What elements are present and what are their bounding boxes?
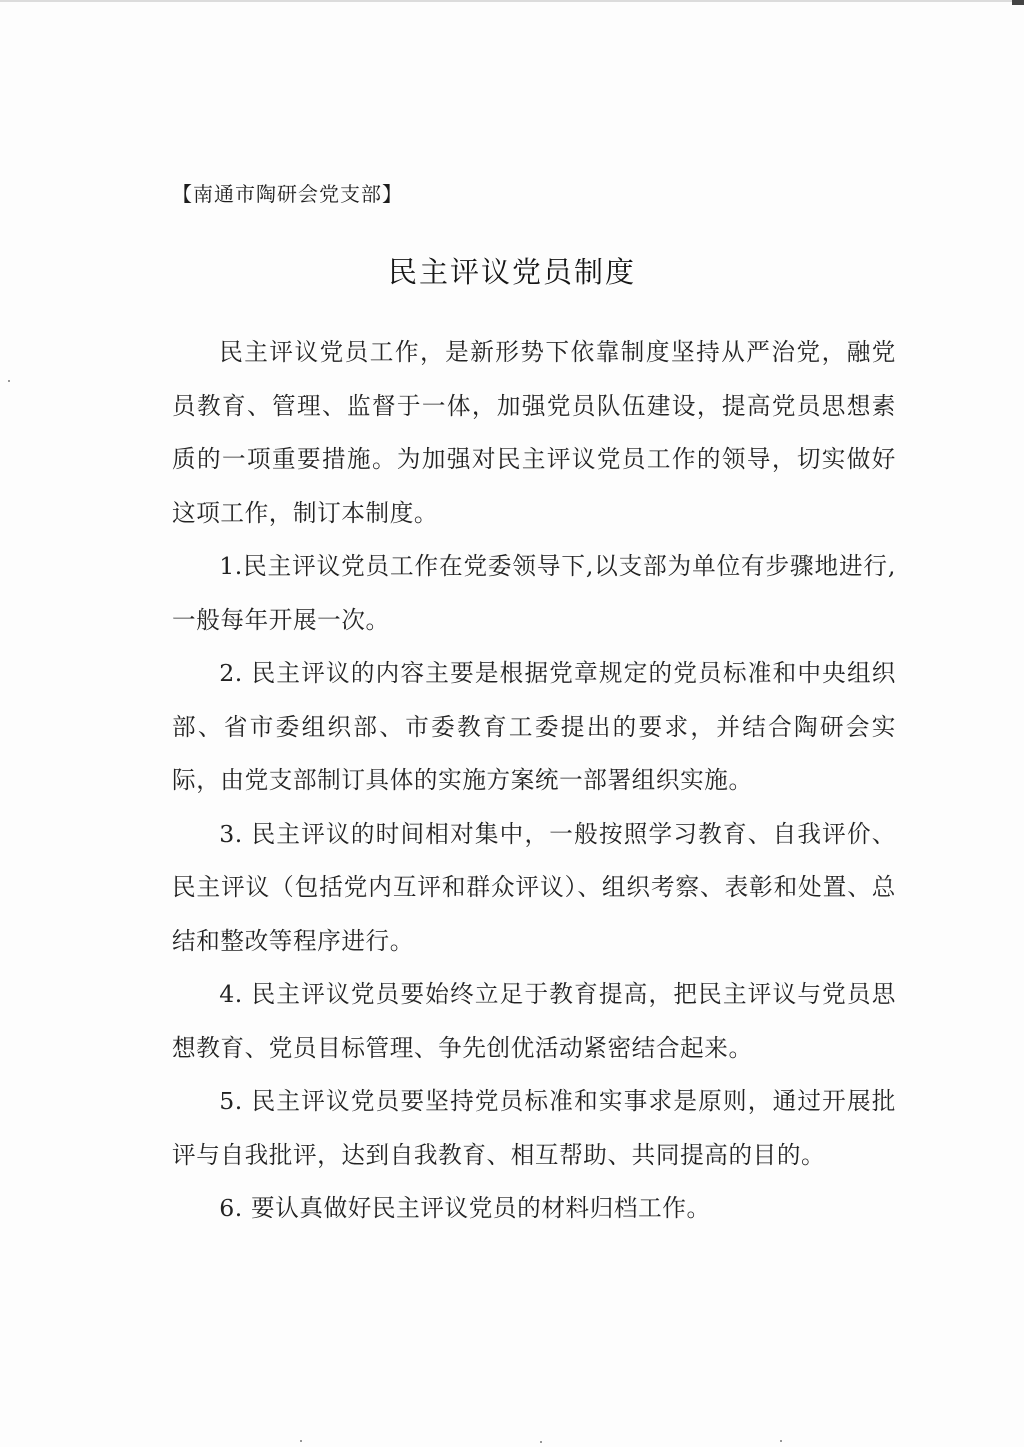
- clause-6: 6. 要认真做好民主评议党员的材料归档工作。: [219, 1194, 711, 1222]
- clause-3: 3. 民主评议的时间相对集中，一般按照学习教育、自我评价、民主评议（包括党内互评和群众评议）、组织考察、表彰和处置、总结和整改等程序进行。: [172, 819, 896, 955]
- scan-speck: [780, 1440, 782, 1442]
- clause-2: 2. 民主评议的内容主要是根据党章规定的党员标准和中央组织部、省市委组织部、市委教育工委提出的要求，并结合陶研会实际，由党支部制订具体的实施方案统一部署组织实施。: [172, 659, 896, 794]
- scan-speck: [8, 380, 10, 382]
- clause-4: 4. 民主评议党员要始终立足于教育提高，把民主评议与党员思想教育、党员目标管理、争先创优活动紧密结合起来。: [172, 980, 896, 1062]
- clause-1: 1.民主评议党员工作在党委领导下,以支部为单位有步骤地进行,一般每年开展一次。: [172, 552, 896, 634]
- scan-speck: [300, 1440, 302, 1442]
- document-title: 民主评议党员制度: [387, 255, 636, 289]
- scan-corner-mark: [0, 0, 1024, 2]
- scan-speck: [540, 1441, 542, 1443]
- organization-header: 【南通市陶研会党支部】: [172, 182, 403, 206]
- scan-corner-mark: [1012, 0, 1024, 5]
- intro-paragraph: 民主评议党员工作，是新形势下依靠制度坚持从严治党，融党员教育、管理、监督于一体，加强党员队伍建设，提高党员思想素质的一项重要措施。为加强对民主评议党员工作的领导，切实做好这项工作，制订本制度。: [172, 338, 896, 527]
- document-body: [172, 326, 896, 1236]
- clause-5: 5. 民主评议党员要坚持党员标准和实事求是原则，通过开展批评与自我批评，达到自我教育、相互帮助、共同提高的目的。: [172, 1087, 896, 1169]
